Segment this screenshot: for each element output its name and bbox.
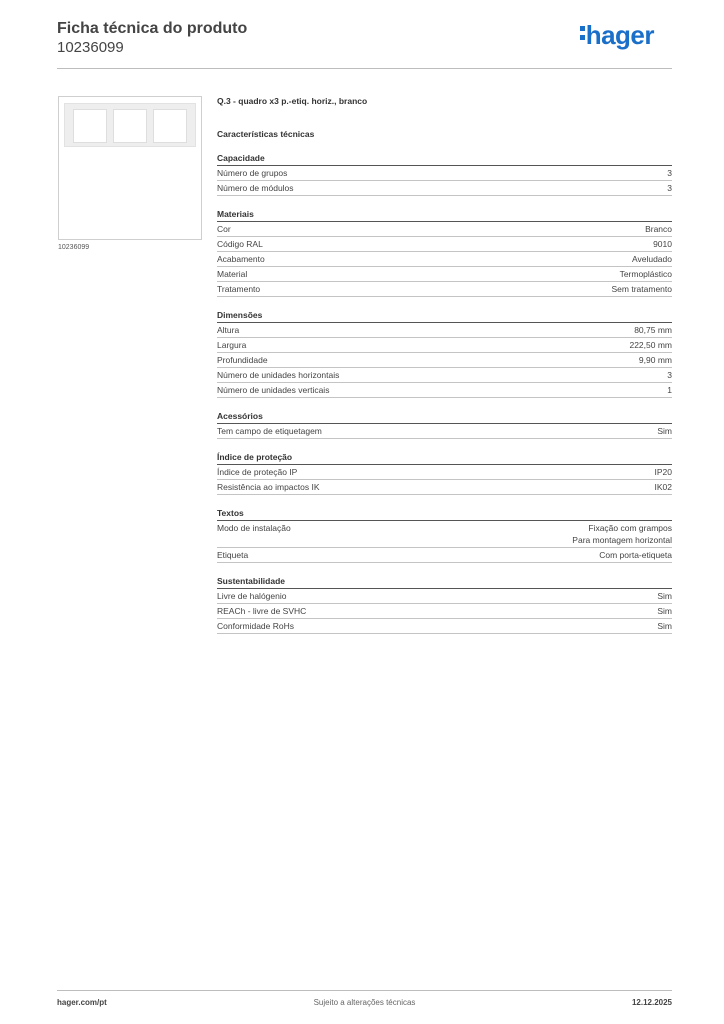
spec-label: Profundidade [217,355,268,365]
spec-label: Cor [217,224,231,234]
technical-characteristics-heading: Características técnicas [217,129,315,139]
spec-value [657,425,672,437]
spec-section [217,208,672,297]
spec-value-line: Sim [657,606,672,616]
spec-label: Altura [217,325,240,335]
spec-value-line: 3 [667,168,672,178]
spec-row [217,282,672,297]
spec-value [667,384,672,396]
spec-value [655,481,673,493]
spec-value [645,223,672,235]
spec-row [217,480,672,495]
spec-value [653,238,672,250]
spec-value [657,605,672,617]
spec-row [217,383,672,398]
frame-illustration [64,103,196,147]
spec-value-line: 3 [667,370,672,380]
frame-opening-2 [113,109,147,143]
spec-section [217,507,672,563]
spec-row [217,465,672,480]
spec-row [217,353,672,368]
document-number: 10236099 [57,39,124,56]
section-title: Dimensões [217,309,672,323]
spec-value-line: 80,75 mm [634,325,672,335]
spec-label: Largura [217,340,247,350]
spec-value-line: Sim [657,621,672,631]
spec-row [217,181,672,196]
spec-value-line: Sem tratamento [611,284,672,294]
spec-value [599,549,672,561]
spec-row [217,166,672,181]
page-header [57,20,672,68]
spec-label: Índice de proteção IP [217,467,298,477]
spec-value-line: 1 [667,385,672,395]
spec-value-line: Aveludado [631,254,672,264]
spec-value-line: 9,90 mm [638,355,672,365]
spec-row [217,424,672,439]
spec-section [217,410,672,439]
spec-row [217,338,672,353]
spec-label: REACh - livre de SVHC [217,606,307,616]
spec-value [632,253,672,265]
spec-value [657,620,672,632]
hager-logo [580,20,654,51]
footer-divider [57,990,672,991]
spec-row [217,521,672,548]
spec-value [667,167,672,179]
logo-text: hager [585,20,654,50]
spec-value-line: Termoplástico [619,269,672,279]
spec-value-line: Fixação com grampos [588,523,672,533]
spec-label: Livre de halógenio [217,591,287,601]
spec-value [629,339,672,351]
spec-label: Etiqueta [217,550,249,560]
spec-value [639,354,672,366]
spec-row [217,237,672,252]
document-title: Ficha técnica do produto [57,20,248,37]
section-title: Índice de proteção [217,451,672,465]
spec-label: Resistência ao impactos IK [217,482,320,492]
spec-sheet [217,94,672,634]
spec-label: Número de módulos [217,183,294,193]
frame-opening-3 [153,109,187,143]
spec-label: Código RAL [217,239,263,249]
spec-section [217,152,672,196]
spec-label: Número de unidades horizontais [217,370,340,380]
spec-label: Material [217,269,248,279]
spec-value [572,522,672,546]
spec-value-line: Com porta-etiqueta [599,550,672,560]
spec-value [620,268,672,280]
spec-label: Conformidade RoHs [217,621,295,631]
spec-label: Modo de instalação [217,523,291,533]
spec-label: Tratamento [217,284,261,294]
spec-row [217,252,672,267]
spec-section [217,451,672,495]
image-caption: 10236099 [58,244,90,251]
spec-row [217,548,672,563]
section-title: Acessórios [217,410,672,424]
spec-value-line: Para montagem horizontal [572,535,672,545]
header-divider [57,68,672,69]
section-title: Capacidade [217,152,672,166]
spec-value [655,466,673,478]
section-title: Materiais [217,208,672,222]
product-name: Q.3 - quadro x3 p.-etiq. horiz., branco [217,96,368,106]
spec-section [217,309,672,398]
product-image [58,96,202,240]
spec-value-line: 9010 [653,239,672,249]
spec-label: Número de unidades verticais [217,385,330,395]
section-title: Textos [217,507,672,521]
spec-value [657,590,672,602]
footer-disclaimer: Sujeito a alterações técnicas [313,998,416,1007]
spec-value-line: Sim [657,591,672,601]
spec-row [217,323,672,338]
spec-label: Número de grupos [217,168,288,178]
frame-opening-1 [73,109,107,143]
spec-value-line: 3 [667,183,672,193]
logo-dots-icon [580,20,585,40]
spec-row [217,368,672,383]
spec-value [667,182,672,194]
spec-row [217,619,672,634]
spec-value-line: Sim [657,426,672,436]
spec-value-line: IK02 [654,482,672,492]
footer-website[interactable]: hager.com/pt [57,998,107,1007]
spec-sections [217,152,672,634]
page-footer [57,998,672,1012]
spec-value-line: 222,50 mm [629,340,672,350]
spec-label: Tem campo de etiquetagem [217,426,322,436]
spec-value-line: IP20 [654,467,672,477]
spec-row [217,604,672,619]
spec-section [217,575,672,634]
spec-label: Acabamento [217,254,265,264]
spec-row [217,589,672,604]
footer-date: 12.12.2025 [631,998,672,1007]
spec-row [217,222,672,237]
spec-row [217,267,672,282]
spec-value [634,324,672,336]
section-title: Sustentabilidade [217,575,672,589]
spec-value-line: Branco [645,224,672,234]
spec-value [667,369,672,381]
spec-value [612,283,672,295]
